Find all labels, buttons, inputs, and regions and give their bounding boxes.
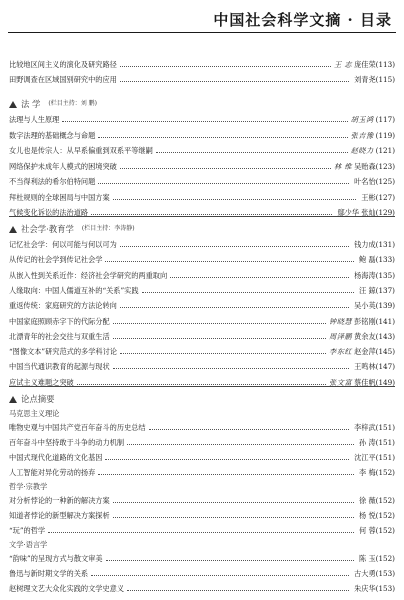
entry-page: 王彬(127) <box>361 192 395 202</box>
header-rule <box>8 32 396 33</box>
entry-title: 中国家庭照顾赤字下的代际分配 <box>9 316 110 326</box>
entry-title: 人缘取向：中国人儒道互补的“关系”实践 <box>9 285 139 295</box>
leader-dots <box>149 429 350 430</box>
leader-dots <box>62 121 347 122</box>
section-heading <box>9 97 97 111</box>
entry-page: 钱力成(131) <box>354 240 395 249</box>
section-title: 论点摘要 <box>21 394 55 404</box>
leader-dots <box>120 246 349 247</box>
entry-author: 李东红 <box>329 347 353 357</box>
entry-page: 李 梅(152) <box>359 468 395 477</box>
leader-dots <box>120 353 326 354</box>
entry-title: 唯物史观与中国共产党百年奋斗的历史总结 <box>9 423 146 432</box>
entry-page: (121) <box>375 146 395 155</box>
entry-page: 沈江平(151) <box>354 453 395 462</box>
toc-entry[interactable] <box>9 113 395 126</box>
section-triangle-icon <box>9 396 17 403</box>
toc-entry[interactable] <box>9 436 395 449</box>
entry-title: 从传记的社会学到传记社会学 <box>9 255 103 265</box>
toc-entry[interactable] <box>9 73 395 86</box>
entry-title: 赵树理文艺大众化实践的文学史意义 <box>9 584 125 593</box>
entry-page: 古大勇(153) <box>354 569 395 578</box>
entry-title: 拜杜规则的全球困局与中国方案 <box>9 192 110 202</box>
toc-entry[interactable] <box>9 160 395 173</box>
entry-page: 鄢少华 张灿(129) <box>337 208 395 217</box>
entry-page: 陈 玉(152) <box>359 554 395 563</box>
entry-author: 赵晓力 <box>350 146 374 155</box>
leader-dots <box>120 81 349 82</box>
entry-title: 田野调查在区域国别研究中的应用 <box>9 75 117 84</box>
leader-dots <box>120 66 331 67</box>
toc-entry[interactable] <box>9 206 395 219</box>
entry-author: 胡玉鸿 <box>350 115 374 124</box>
entry-page: 李梓武(151) <box>354 423 395 432</box>
entry-title: 数字法理的基础概念与命题 <box>9 130 96 140</box>
entry-title: 中国当代通识教育的起源与现状 <box>9 362 110 372</box>
entry-page: 朱庆华(153) <box>354 584 395 593</box>
leader-dots <box>106 560 354 561</box>
toc-entry[interactable] <box>9 269 395 282</box>
entry-title: 鲁迅与新时期文学的关系 <box>9 569 89 578</box>
page-header <box>0 0 404 34</box>
entry-title: 法理与人生原理 <box>9 115 60 124</box>
leader-dots <box>113 502 354 503</box>
subsection-heading: 马克思主义理论 <box>9 409 60 418</box>
toc-entry[interactable] <box>9 421 395 434</box>
entry-title: 比较地区间主义的演化及研究路径 <box>9 60 117 69</box>
entry-page: 杨 悦(152) <box>359 511 395 520</box>
toc-entry[interactable] <box>9 509 395 522</box>
entry-page: 鲍 磊(133) <box>359 255 395 265</box>
leader-dots <box>142 292 354 293</box>
entry-title: 网络保护未成年人模式的困境突破 <box>9 161 117 171</box>
entry-author: 周泽鹏 <box>329 331 353 341</box>
entry-page: 庞佳荣(113) <box>354 60 395 69</box>
entry-author: 王 志 <box>333 60 353 69</box>
section-heading <box>9 392 55 406</box>
entry-page: 蔡佳帆(149) <box>354 377 395 387</box>
leader-dots <box>113 517 354 518</box>
entry-title: 知道者悖论的新型解决方案探析 <box>9 511 110 520</box>
toc-entry[interactable] <box>9 299 395 312</box>
leader-dots <box>91 575 349 576</box>
entry-title: 人工智能对异化劳动的扬弃 <box>9 468 96 477</box>
section-title: 法 学 <box>21 99 41 109</box>
leader-dots <box>120 307 349 308</box>
entry-page: (119) <box>375 130 395 140</box>
section-editor: (栏目主持：刘 鹏) <box>48 100 98 107</box>
leader-dots <box>113 323 326 324</box>
section-divider <box>9 386 395 387</box>
leader-dots <box>156 152 348 153</box>
toc-entry[interactable] <box>9 345 395 358</box>
leader-dots <box>48 532 354 533</box>
toc-entry[interactable] <box>9 567 395 580</box>
toc-entry[interactable] <box>9 58 395 71</box>
entry-page: (117) <box>375 115 395 124</box>
toc-entry[interactable] <box>9 238 395 251</box>
leader-dots <box>113 368 349 369</box>
entry-page: 叶名怡(125) <box>354 177 395 186</box>
leader-dots <box>113 338 326 339</box>
entry-title: 百年奋斗中坚持敢于斗争的动力机制 <box>9 438 125 447</box>
entry-page: 吴贻森(123) <box>354 161 395 171</box>
toc-entry[interactable] <box>9 582 395 595</box>
entry-author: 林 维 <box>333 161 353 171</box>
leader-dots <box>127 444 354 445</box>
leader-dots <box>77 384 326 385</box>
section-triangle-icon <box>9 226 17 233</box>
entry-page: 黄余友(143) <box>354 331 395 341</box>
subsection-heading: 哲学·宗教学 <box>9 482 48 491</box>
entry-title: 气候变化诉讼的法治道路 <box>9 208 89 217</box>
entry-author: 张文富 <box>329 377 353 387</box>
toc-entry[interactable] <box>9 524 395 537</box>
entry-title: 女儿也是传宗人：从早系偏重到双系平等继嗣 <box>9 146 153 155</box>
entry-title: 重返传统：家庭研究的方法论转向 <box>9 301 117 311</box>
entry-title: 对分析悖论的一种新的解决方案 <box>9 496 110 505</box>
entry-page: 刘青尧(115) <box>354 75 395 84</box>
leader-dots <box>113 199 357 200</box>
section-title: 社会学·教育学 <box>21 224 74 234</box>
leader-dots <box>127 590 349 591</box>
leader-dots <box>105 459 349 460</box>
entry-title: 应试主义难题之突破 <box>9 377 74 387</box>
entry-author: 张吉豫 <box>350 130 374 140</box>
entry-page: 徐 薇(152) <box>359 496 395 505</box>
entry-page: 孙 涛(151) <box>359 438 395 447</box>
toc-entry[interactable] <box>9 191 395 204</box>
toc-entry[interactable] <box>9 175 395 188</box>
entry-page: 何 蓉(152) <box>359 526 395 535</box>
entry-title: “玩”的哲学 <box>9 526 46 535</box>
entry-page: 赵金萍(145) <box>354 347 395 357</box>
entry-author: 钟晓慧 <box>329 316 353 326</box>
entry-page: 吴小英(139) <box>354 301 395 311</box>
leader-dots <box>98 474 354 475</box>
section-triangle-icon <box>9 101 17 108</box>
toc-entry[interactable] <box>9 253 395 266</box>
toc-entry[interactable] <box>9 129 395 142</box>
entry-title: 从嵌入性到关系近作：经济社会学研究的两重取向 <box>9 270 168 280</box>
leader-dots <box>170 277 349 278</box>
toc-entry[interactable] <box>9 466 395 479</box>
toc-entry[interactable] <box>9 315 395 328</box>
subsection-heading: 文学·语言学 <box>9 540 48 549</box>
leader-dots <box>98 137 347 138</box>
toc-entry[interactable] <box>9 144 395 157</box>
entry-page: 王鸣林(147) <box>354 362 395 372</box>
toc-entry[interactable] <box>9 494 395 507</box>
toc-entry[interactable] <box>9 451 395 464</box>
section-divider <box>9 216 395 217</box>
entry-title: 不当得利法的希尔伯特问题 <box>9 177 96 186</box>
leader-dots <box>91 214 332 215</box>
toc-entry[interactable] <box>9 284 395 297</box>
entry-title: 北漂青年的社会交往与双重生活 <box>9 331 110 341</box>
entry-title: “韵味”的呈现方式与散文审美 <box>9 554 103 563</box>
entry-page: 汪 鍄(137) <box>359 285 395 295</box>
entry-page: 杨海涛(135) <box>354 270 395 280</box>
entry-title: 中国式现代化道路的文化基因 <box>9 453 103 462</box>
entry-page: 彭铭刚(141) <box>354 316 395 326</box>
entry-title: 记忆社会学：何以可能与何以可为 <box>9 240 117 249</box>
leader-dots <box>98 183 349 184</box>
toc-entry[interactable] <box>9 330 395 343</box>
toc-entry[interactable] <box>9 360 395 373</box>
toc-entry[interactable] <box>9 552 395 565</box>
leader-dots <box>105 261 354 262</box>
leader-dots <box>120 168 331 169</box>
section-heading <box>9 222 135 236</box>
page-title: 中国社会科学文摘 · 目录 <box>213 11 392 29</box>
section-editor: (栏目主持：李涛静) <box>81 225 135 232</box>
entry-title: “图像文本”研究范式的多学科讨论 <box>9 347 117 357</box>
